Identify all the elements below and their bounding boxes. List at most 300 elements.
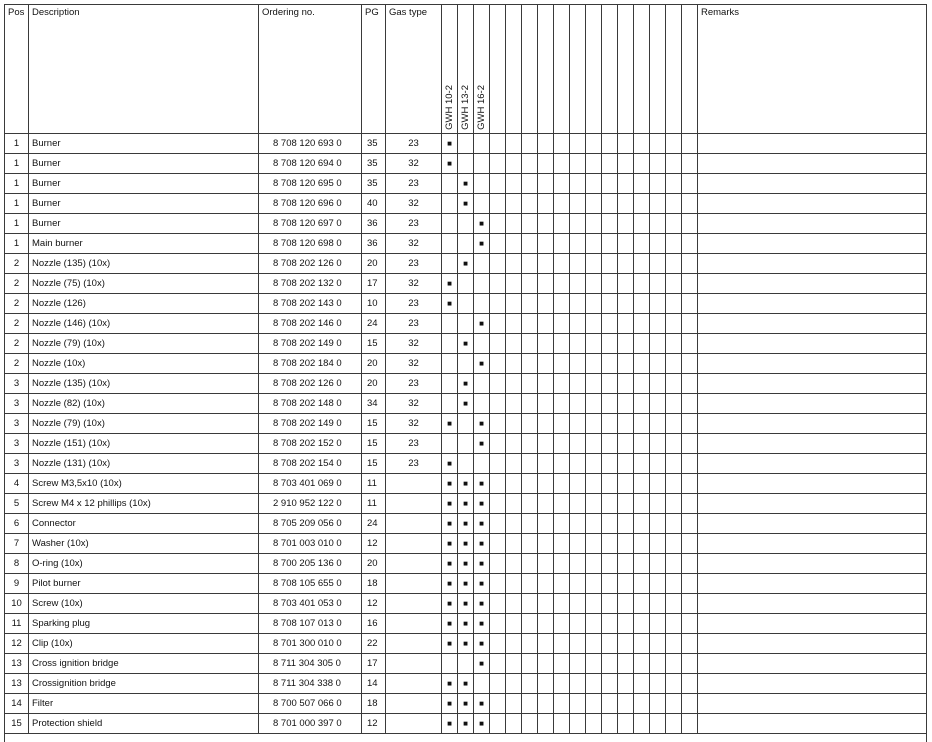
cell-gas-type: 23 <box>386 314 442 334</box>
cell-model-mark <box>442 674 458 694</box>
cell-model-mark <box>474 134 490 154</box>
cell-model-mark <box>458 534 474 554</box>
cell-pg: 35 <box>362 154 386 174</box>
cell-empty <box>586 494 602 514</box>
cell-empty <box>602 474 618 494</box>
cell-empty <box>682 614 698 634</box>
header-empty-col <box>570 5 586 134</box>
cell-model-mark <box>458 194 474 214</box>
cell-empty <box>634 154 650 174</box>
cell-empty <box>618 254 634 274</box>
header-gas-type: Gas type <box>386 5 442 134</box>
filled-square-mark: ■ <box>447 419 452 428</box>
cell-empty <box>602 554 618 574</box>
cell-gas-type: 32 <box>386 354 442 374</box>
cell-gas-type <box>386 694 442 714</box>
cell-empty <box>522 454 538 474</box>
cell-pg: 15 <box>362 434 386 454</box>
cell-ordering-no: 8 708 202 143 0 <box>259 294 362 314</box>
filled-square-mark: ■ <box>447 599 452 608</box>
cell-empty <box>490 714 506 734</box>
cell-empty <box>666 534 682 554</box>
cell-empty <box>490 674 506 694</box>
cell-pg: 24 <box>362 514 386 534</box>
cell-pg: 36 <box>362 214 386 234</box>
cell-empty <box>650 514 666 534</box>
cell-description: Nozzle (79) (10x) <box>29 414 259 434</box>
filled-square-mark: ■ <box>447 579 452 588</box>
cell-empty <box>570 434 586 454</box>
cell-remarks <box>698 374 927 394</box>
cell-model-mark <box>442 394 458 414</box>
cell-model-mark <box>442 254 458 274</box>
header-empty-col <box>538 5 554 134</box>
cell-ordering-no: 8 708 120 697 0 <box>259 214 362 234</box>
filled-square-mark: ■ <box>447 139 452 148</box>
cell-empty <box>618 314 634 334</box>
cell-model-mark <box>458 334 474 354</box>
table-row <box>5 394 927 414</box>
cell-empty <box>586 314 602 334</box>
header-pos: Pos <box>5 5 29 134</box>
cell-pg: 14 <box>362 674 386 694</box>
cell-model-mark <box>442 354 458 374</box>
table-row <box>5 214 927 234</box>
cell-empty <box>682 174 698 194</box>
filled-square-mark: ■ <box>447 279 452 288</box>
cell-empty <box>538 414 554 434</box>
cell-empty <box>650 234 666 254</box>
cell-empty <box>634 614 650 634</box>
cell-empty <box>538 334 554 354</box>
cell-pg: 35 <box>362 174 386 194</box>
cell-ordering-no: 8 703 401 069 0 <box>259 474 362 494</box>
cell-model-mark <box>474 434 490 454</box>
cell-empty <box>570 534 586 554</box>
cell-empty <box>506 454 522 474</box>
cell-empty <box>634 674 650 694</box>
cell-model-mark <box>442 554 458 574</box>
cell-model-mark <box>458 494 474 514</box>
cell-empty <box>682 574 698 594</box>
cell-empty <box>602 134 618 154</box>
cell-empty <box>602 314 618 334</box>
cell-empty <box>554 214 570 234</box>
filled-square-mark: ■ <box>479 719 484 728</box>
cell-empty <box>618 694 634 714</box>
cell-empty <box>586 454 602 474</box>
cell-empty <box>522 154 538 174</box>
cell-empty <box>570 394 586 414</box>
cell-empty <box>682 394 698 414</box>
cell-empty <box>666 234 682 254</box>
cell-empty <box>682 134 698 154</box>
cell-empty <box>682 554 698 574</box>
cell-empty <box>538 434 554 454</box>
cell-model-mark <box>474 234 490 254</box>
cell-remarks <box>698 274 927 294</box>
cell-gas-type: 32 <box>386 194 442 214</box>
cell-empty <box>538 394 554 414</box>
cell-gas-type: 32 <box>386 274 442 294</box>
cell-pos: 3 <box>5 414 29 434</box>
cell-empty <box>602 674 618 694</box>
header-model-gwh-16-2 <box>474 5 490 134</box>
cell-empty <box>650 694 666 714</box>
cell-empty <box>490 134 506 154</box>
cell-empty <box>650 634 666 654</box>
cell-empty <box>634 554 650 574</box>
cell-empty <box>682 634 698 654</box>
filled-square-mark: ■ <box>463 639 468 648</box>
table-row <box>5 694 927 714</box>
cell-model-mark <box>442 594 458 614</box>
cell-empty <box>538 694 554 714</box>
cell-empty <box>554 314 570 334</box>
cell-pos: 3 <box>5 454 29 474</box>
header-empty-col <box>602 5 618 134</box>
cell-empty <box>506 614 522 634</box>
cell-empty <box>554 634 570 654</box>
cell-gas-type <box>386 714 442 734</box>
cell-empty <box>570 174 586 194</box>
cell-remarks <box>698 214 927 234</box>
table-row <box>5 334 927 354</box>
cell-gas-type: 32 <box>386 414 442 434</box>
cell-empty <box>522 434 538 454</box>
table-row <box>5 454 927 474</box>
cell-empty <box>570 334 586 354</box>
cell-pg: 17 <box>362 654 386 674</box>
cell-remarks <box>698 154 927 174</box>
cell-model-mark <box>474 534 490 554</box>
cell-empty <box>634 294 650 314</box>
cell-remarks <box>698 674 927 694</box>
cell-model-mark <box>458 674 474 694</box>
cell-empty <box>490 314 506 334</box>
cell-empty <box>650 334 666 354</box>
cell-empty <box>666 434 682 454</box>
cell-empty <box>634 234 650 254</box>
cell-empty <box>650 134 666 154</box>
cell-empty <box>618 374 634 394</box>
cell-empty <box>522 674 538 694</box>
cell-empty <box>602 614 618 634</box>
cell-empty <box>490 654 506 674</box>
cell-empty <box>602 194 618 214</box>
cell-gas-type: 32 <box>386 154 442 174</box>
cell-gas-type: 23 <box>386 294 442 314</box>
cell-model-mark <box>458 614 474 634</box>
cell-pg: 18 <box>362 574 386 594</box>
cell-empty <box>602 274 618 294</box>
cell-empty <box>570 254 586 274</box>
cell-gas-type: 32 <box>386 234 442 254</box>
cell-empty <box>490 374 506 394</box>
cell-empty <box>666 514 682 534</box>
header-description: Description <box>29 5 259 134</box>
cell-description: Burner <box>29 214 259 234</box>
cell-empty <box>554 194 570 214</box>
cell-empty <box>538 214 554 234</box>
cell-empty <box>650 534 666 554</box>
cell-empty <box>554 394 570 414</box>
cell-empty <box>618 354 634 374</box>
cell-remarks <box>698 494 927 514</box>
cell-model-mark <box>458 654 474 674</box>
cell-empty <box>618 134 634 154</box>
cell-empty <box>618 594 634 614</box>
cell-remarks <box>698 314 927 334</box>
cell-empty <box>554 234 570 254</box>
cell-empty <box>682 494 698 514</box>
cell-empty <box>634 174 650 194</box>
cell-model-mark <box>474 614 490 634</box>
cell-pg: 40 <box>362 194 386 214</box>
cell-empty <box>506 594 522 614</box>
cell-empty <box>602 294 618 314</box>
cell-remarks <box>698 434 927 454</box>
cell-pos: 3 <box>5 394 29 414</box>
cell-model-mark <box>474 634 490 654</box>
filled-square-mark: ■ <box>463 499 468 508</box>
cell-model-mark <box>458 554 474 574</box>
cell-model-mark <box>474 374 490 394</box>
cell-empty <box>554 454 570 474</box>
cell-empty <box>522 394 538 414</box>
cell-empty <box>618 534 634 554</box>
table-row <box>5 494 927 514</box>
cell-remarks <box>698 654 927 674</box>
cell-empty <box>602 394 618 414</box>
cell-empty <box>522 654 538 674</box>
cell-empty <box>634 694 650 714</box>
cell-empty <box>490 234 506 254</box>
cell-pos: 3 <box>5 434 29 454</box>
filled-square-mark: ■ <box>479 659 484 668</box>
cell-empty <box>586 674 602 694</box>
cell-empty <box>682 694 698 714</box>
cell-empty <box>634 454 650 474</box>
cell-empty <box>682 254 698 274</box>
cell-empty <box>490 514 506 534</box>
cell-empty <box>506 274 522 294</box>
cell-empty <box>538 254 554 274</box>
cell-model-mark <box>442 634 458 654</box>
cell-description: Nozzle (135) (10x) <box>29 374 259 394</box>
header-empty-col <box>490 5 506 134</box>
filled-square-mark: ■ <box>479 319 484 328</box>
cell-gas-type <box>386 574 442 594</box>
cell-empty <box>554 714 570 734</box>
cell-empty <box>506 394 522 414</box>
cell-pos: 1 <box>5 134 29 154</box>
cell-model-mark <box>442 454 458 474</box>
cell-pos: 1 <box>5 194 29 214</box>
cell-model-mark <box>442 294 458 314</box>
cell-empty <box>522 314 538 334</box>
cell-empty <box>602 334 618 354</box>
table-row <box>5 234 927 254</box>
cell-empty <box>554 334 570 354</box>
cell-empty <box>522 374 538 394</box>
cell-empty <box>666 314 682 334</box>
cell-empty <box>682 594 698 614</box>
cell-model-mark <box>458 294 474 314</box>
cell-ordering-no: 8 700 507 066 0 <box>259 694 362 714</box>
cell-model-mark <box>442 574 458 594</box>
cell-empty <box>538 554 554 574</box>
cell-empty <box>538 294 554 314</box>
cell-empty <box>522 474 538 494</box>
cell-description: Nozzle (75) (10x) <box>29 274 259 294</box>
cell-empty <box>634 374 650 394</box>
cell-empty <box>586 354 602 374</box>
cell-pos: 5 <box>5 494 29 514</box>
cell-empty <box>570 294 586 314</box>
cell-pg: 34 <box>362 394 386 414</box>
cell-model-mark <box>474 454 490 474</box>
cell-empty <box>666 254 682 274</box>
cell-model-mark <box>474 714 490 734</box>
cell-empty <box>666 354 682 374</box>
cell-pos: 15 <box>5 714 29 734</box>
cell-pos: 12 <box>5 634 29 654</box>
cell-pg: 24 <box>362 314 386 334</box>
cell-empty <box>522 694 538 714</box>
cell-description: Nozzle (151) (10x) <box>29 434 259 454</box>
cell-empty <box>570 694 586 714</box>
cell-gas-type <box>386 634 442 654</box>
cell-ordering-no: 8 708 120 696 0 <box>259 194 362 214</box>
cell-empty <box>554 294 570 314</box>
filled-square-mark: ■ <box>463 399 468 408</box>
cell-empty <box>618 474 634 494</box>
cell-model-mark <box>458 474 474 494</box>
cell-empty <box>490 394 506 414</box>
table-row <box>5 474 927 494</box>
filled-square-mark: ■ <box>447 519 452 528</box>
cell-empty <box>586 554 602 574</box>
cell-empty <box>650 714 666 734</box>
cell-empty <box>618 154 634 174</box>
filled-square-mark: ■ <box>463 579 468 588</box>
filled-square-mark: ■ <box>463 379 468 388</box>
cell-empty <box>634 594 650 614</box>
cell-pg: 18 <box>362 694 386 714</box>
cell-empty <box>666 574 682 594</box>
filled-square-mark: ■ <box>479 599 484 608</box>
cell-model-mark <box>474 654 490 674</box>
cell-pos: 3 <box>5 374 29 394</box>
cell-model-mark <box>474 414 490 434</box>
cell-empty <box>490 534 506 554</box>
cell-model-mark <box>442 434 458 454</box>
cell-empty <box>586 514 602 534</box>
cell-pg: 17 <box>362 274 386 294</box>
cell-model-mark <box>458 154 474 174</box>
cell-description: Screw M3,5x10 (10x) <box>29 474 259 494</box>
table-row <box>5 374 927 394</box>
cell-pg: 20 <box>362 254 386 274</box>
cell-empty <box>490 574 506 594</box>
cell-empty <box>570 354 586 374</box>
cell-model-mark <box>474 394 490 414</box>
cell-ordering-no: 8 708 202 154 0 <box>259 454 362 474</box>
cell-empty <box>522 274 538 294</box>
filled-square-mark: ■ <box>447 159 452 168</box>
cell-model-mark <box>442 334 458 354</box>
cell-empty <box>570 134 586 154</box>
filled-square-mark: ■ <box>463 479 468 488</box>
cell-empty <box>538 354 554 374</box>
cell-empty <box>554 154 570 174</box>
table-row <box>5 294 927 314</box>
cell-empty <box>682 334 698 354</box>
cell-pg: 22 <box>362 634 386 654</box>
cell-description: Burner <box>29 194 259 214</box>
cell-model-mark <box>442 654 458 674</box>
cell-model-mark <box>458 574 474 594</box>
cell-ordering-no: 8 708 202 126 0 <box>259 374 362 394</box>
cell-pos: 13 <box>5 654 29 674</box>
cell-empty <box>506 134 522 154</box>
cell-empty <box>602 714 618 734</box>
cell-empty <box>490 194 506 214</box>
cell-empty <box>506 714 522 734</box>
cell-remarks <box>698 694 927 714</box>
cell-empty <box>586 274 602 294</box>
filled-square-mark: ■ <box>447 639 452 648</box>
cell-description: O-ring (10x) <box>29 554 259 574</box>
filled-square-mark: ■ <box>479 519 484 528</box>
cell-model-mark <box>442 174 458 194</box>
cell-empty <box>490 154 506 174</box>
cell-empty <box>682 314 698 334</box>
cell-pg: 16 <box>362 614 386 634</box>
cell-empty <box>666 454 682 474</box>
table-row <box>5 254 927 274</box>
cell-empty <box>506 674 522 694</box>
cell-model-mark <box>458 434 474 454</box>
filled-square-mark: ■ <box>463 519 468 528</box>
cell-empty <box>666 474 682 494</box>
cell-empty <box>506 434 522 454</box>
filled-square-mark: ■ <box>447 499 452 508</box>
cell-empty <box>586 394 602 414</box>
cell-model-mark <box>474 314 490 334</box>
cell-remarks <box>698 634 927 654</box>
cell-empty <box>570 314 586 334</box>
cell-remarks <box>698 554 927 574</box>
cell-empty <box>650 434 666 454</box>
cell-empty <box>650 354 666 374</box>
cell-empty <box>618 454 634 474</box>
cell-model-mark <box>474 514 490 534</box>
cell-empty <box>570 654 586 674</box>
cell-empty <box>554 134 570 154</box>
table-row <box>5 134 927 154</box>
cell-empty <box>586 714 602 734</box>
cell-empty <box>682 234 698 254</box>
cell-empty <box>554 474 570 494</box>
cell-ordering-no: 8 705 209 056 0 <box>259 514 362 534</box>
cell-model-mark <box>458 234 474 254</box>
cell-remarks <box>698 534 927 554</box>
cell-pos: 6 <box>5 514 29 534</box>
cell-empty <box>522 134 538 154</box>
filled-square-mark: ■ <box>447 299 452 308</box>
